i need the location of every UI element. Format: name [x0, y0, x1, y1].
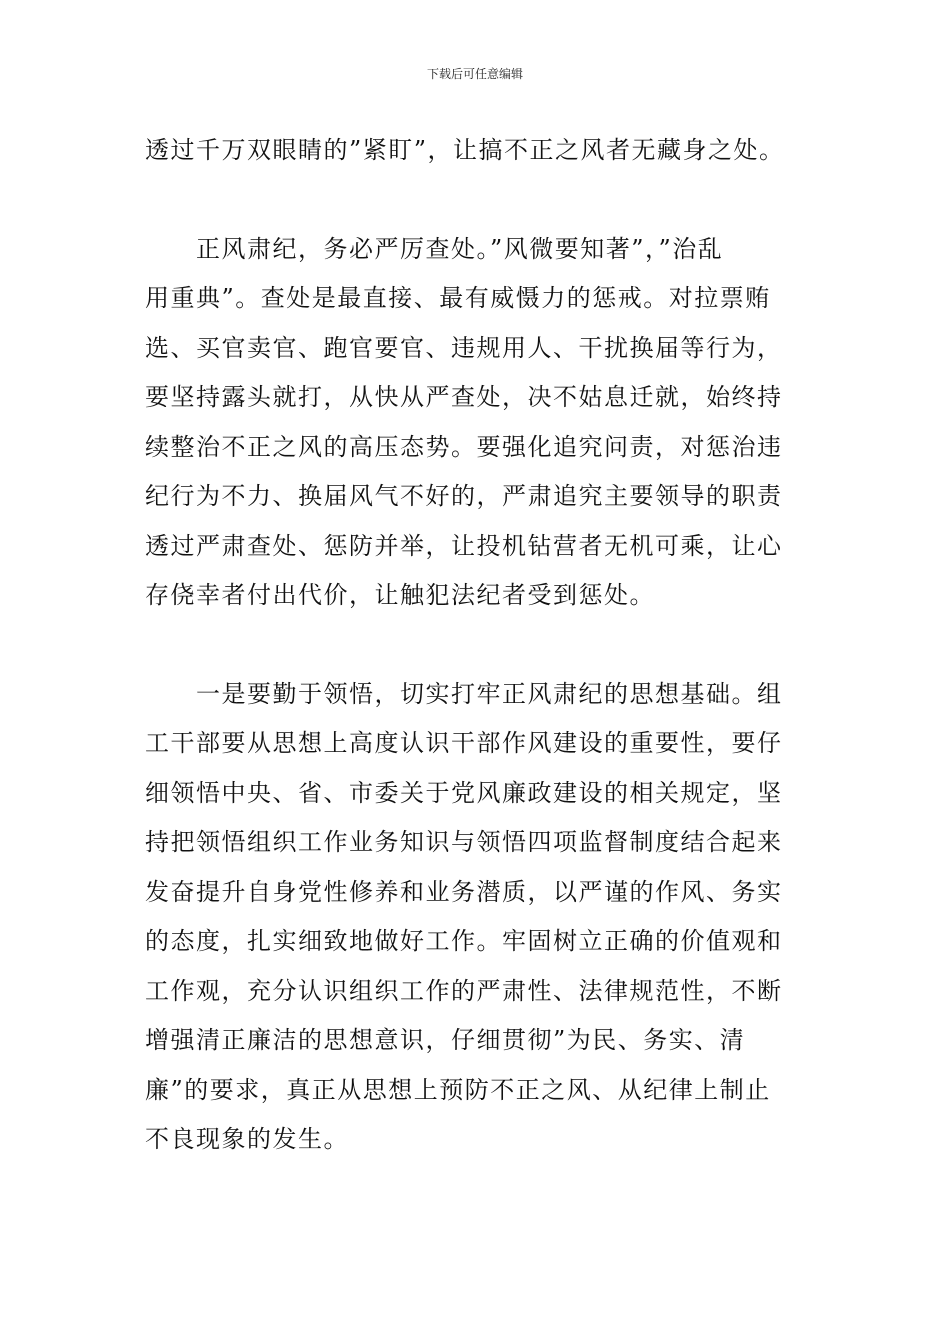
paragraph-gap	[145, 621, 807, 670]
text-line: 续整治不正之风的高压态势。要强化追究问责，对惩治违	[145, 432, 783, 461]
paragraph-1	[145, 126, 807, 176]
paragraph-gap	[145, 176, 807, 225]
text-line: 持把领悟组织工作业务知识与领悟四项监督制度结合起来	[145, 828, 783, 856]
text-line: 要坚持露头就打，从快从严查处，决不姑息迁就，始终持	[145, 383, 783, 411]
text-line: 增强清正廉洁的思想意识，仔细贯彻”为民、务实、清	[145, 1026, 746, 1054]
text-line: 纪行为不力、换届风气不好的，严肃追究主要领导的职责	[145, 482, 783, 510]
text-line: 透过严肃查处、惩防并举，让投机钻营者无机可乘，让心	[145, 531, 783, 560]
text-line: 工干部要从思想上高度认识干部作风建设的重要性，要仔	[145, 729, 783, 757]
text-line: 一是要勤于领悟，切实打牢正风肃纪的思想基础。组	[145, 679, 783, 708]
text-line: 的态度，扎实细致地做好工作。牢固树立正确的价值观和	[145, 927, 783, 955]
text-line: 细领悟中央、省、市委关于党风廉政建设的相关规定，坚	[145, 778, 783, 807]
text-line: 工作观，充分认识组织工作的严肃性、法律规范性，不断	[145, 976, 783, 1005]
paragraph-3	[145, 670, 807, 1165]
page-header: 下载后可任意编辑	[426, 67, 523, 81]
text-line: 用重典”。查处是最直接、最有威慑力的惩戒。对拉票贿	[145, 284, 771, 312]
text-line: 选、买官卖官、跑官要官、违规用人、干扰换届等行为，	[145, 333, 783, 362]
text-line: 不良现象的发生。	[145, 1125, 349, 1153]
text-line: 存侥幸者付出代价，让触犯法纪者受到惩处。	[145, 581, 655, 609]
paragraph-2	[145, 225, 807, 621]
text-line: 透过千万双眼睛的”紧盯”，让搞不正之风者无藏身之处。	[145, 136, 785, 164]
document-body	[145, 126, 807, 1165]
text-line: 发奋提升自身党性修养和业务潜质，以严谨的作风、务实	[145, 877, 783, 906]
text-line: 廉”的要求，真正从思想上预防不正之风、从纪律上制止	[145, 1075, 771, 1104]
text-line: 正风肃纪，务必严厉查处。”风微要知著”，”治乱	[145, 234, 724, 263]
